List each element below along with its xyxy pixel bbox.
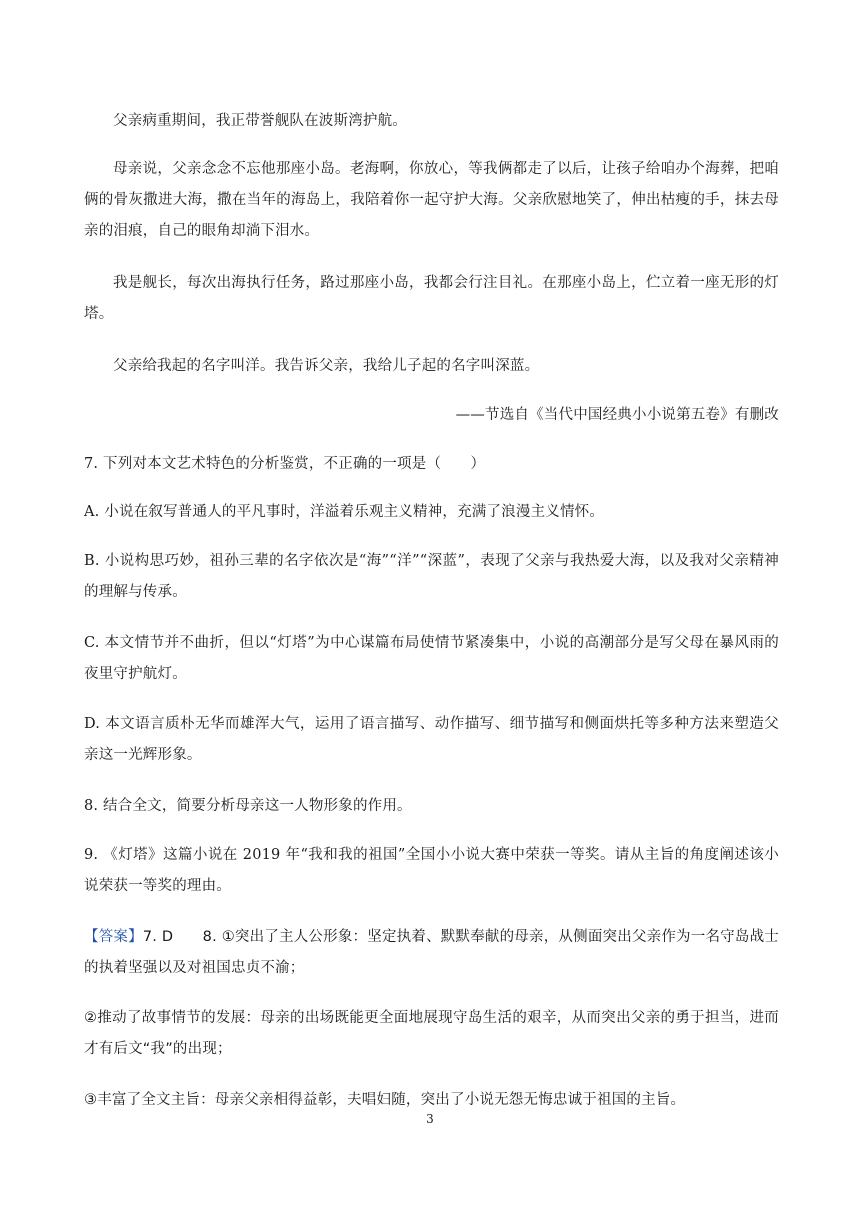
passage-paragraph-1: 父亲病重期间，我正带誉舰队在波斯湾护航。 <box>113 113 407 129</box>
question-9: 9. 《灯塔》这篇小说在 2019 年“我和我的祖国”全国小小说大赛中荣获一等奖。请从主旨的角度阐述该小说荣获一等奖的理由。 <box>84 847 779 894</box>
passage-paragraph-2: 母亲说，父亲念念不忘他那座小岛。老海啊，你放心，等我俩都走了以后，让孩子给咱办个海葬，把咱俩的骨灰撒进大海，撒在当年的海岛上，我陪着你一起守护大海。父亲欣慰地笑了，伸出枯瘦的手，抹去母亲的泪痕，自己的眼角却淌下泪水。 <box>84 161 779 239</box>
answer-paragraph-3: ③丰富了全文主旨：母亲父亲相得益彰，夫唱妇随，突出了小说无怨无悔忠诚于祖国的主旨。 <box>84 1092 686 1108</box>
answer-paragraph-1 <box>84 922 779 984</box>
answer-text-1: 7. D 8. ①突出了主人公形象：坚定执着、默默奉献的母亲，从侧面突出父亲作为一名守岛战士的执着坚强以及对祖国忠贞不渝； <box>84 929 779 976</box>
question-7-option-a: A. 小说在叙写普通人的平凡事时，洋溢着乐观主义精神，充满了浪漫主义情怀。 <box>84 504 605 520</box>
question-7: 7. 下列对本文艺术特色的分析鉴赏，不正确的一项是（ ） <box>84 456 486 472</box>
passage-paragraph-4: 父亲给我起的名字叫洋。我告诉父亲，我给儿子起的名字叫深蓝。 <box>113 358 540 374</box>
question-7-option-b: B. 小说构思巧妙，祖孙三辈的名字依次是“海”“洋”“深蓝”，表现了父亲与我热爱大海，以及我对父亲精神的理解与传承。 <box>84 553 779 600</box>
answer-paragraph-2: ②推动了故事情节的发展：母亲的出场既能更全面地展现守岛生活的艰辛，从而突出父亲的勇于担当，进而才有后文“我”的出现； <box>84 1010 779 1057</box>
passage-paragraph-3: 我是舰长，每次出海执行任务，路过那座小岛，我都会行注目礼。在那座小岛上，伫立着一座无形的灯塔。 <box>84 275 779 322</box>
question-7-option-c: C. 本文情节并不曲折，但以“灯塔”为中心谋篇布局使情节紧凑集中，小说的高潮部分是写父母在暴风雨的夜里守护航灯。 <box>84 635 779 682</box>
page-number: 3 <box>426 1112 434 1126</box>
question-7-option-d: D. 本文语言质朴无华而雄浑大气，运用了语言描写、动作描写、细节描写和侧面烘托等多种方法来塑造父亲这一光辉形象。 <box>84 716 779 763</box>
question-8: 8. 结合全文，简要分析母亲这一人物形象的作用。 <box>84 798 412 814</box>
passage-source: ——节选自《当代中国经典小小说第五卷》有删改 <box>455 407 779 423</box>
answer-label: 【答案】 <box>84 929 143 945</box>
